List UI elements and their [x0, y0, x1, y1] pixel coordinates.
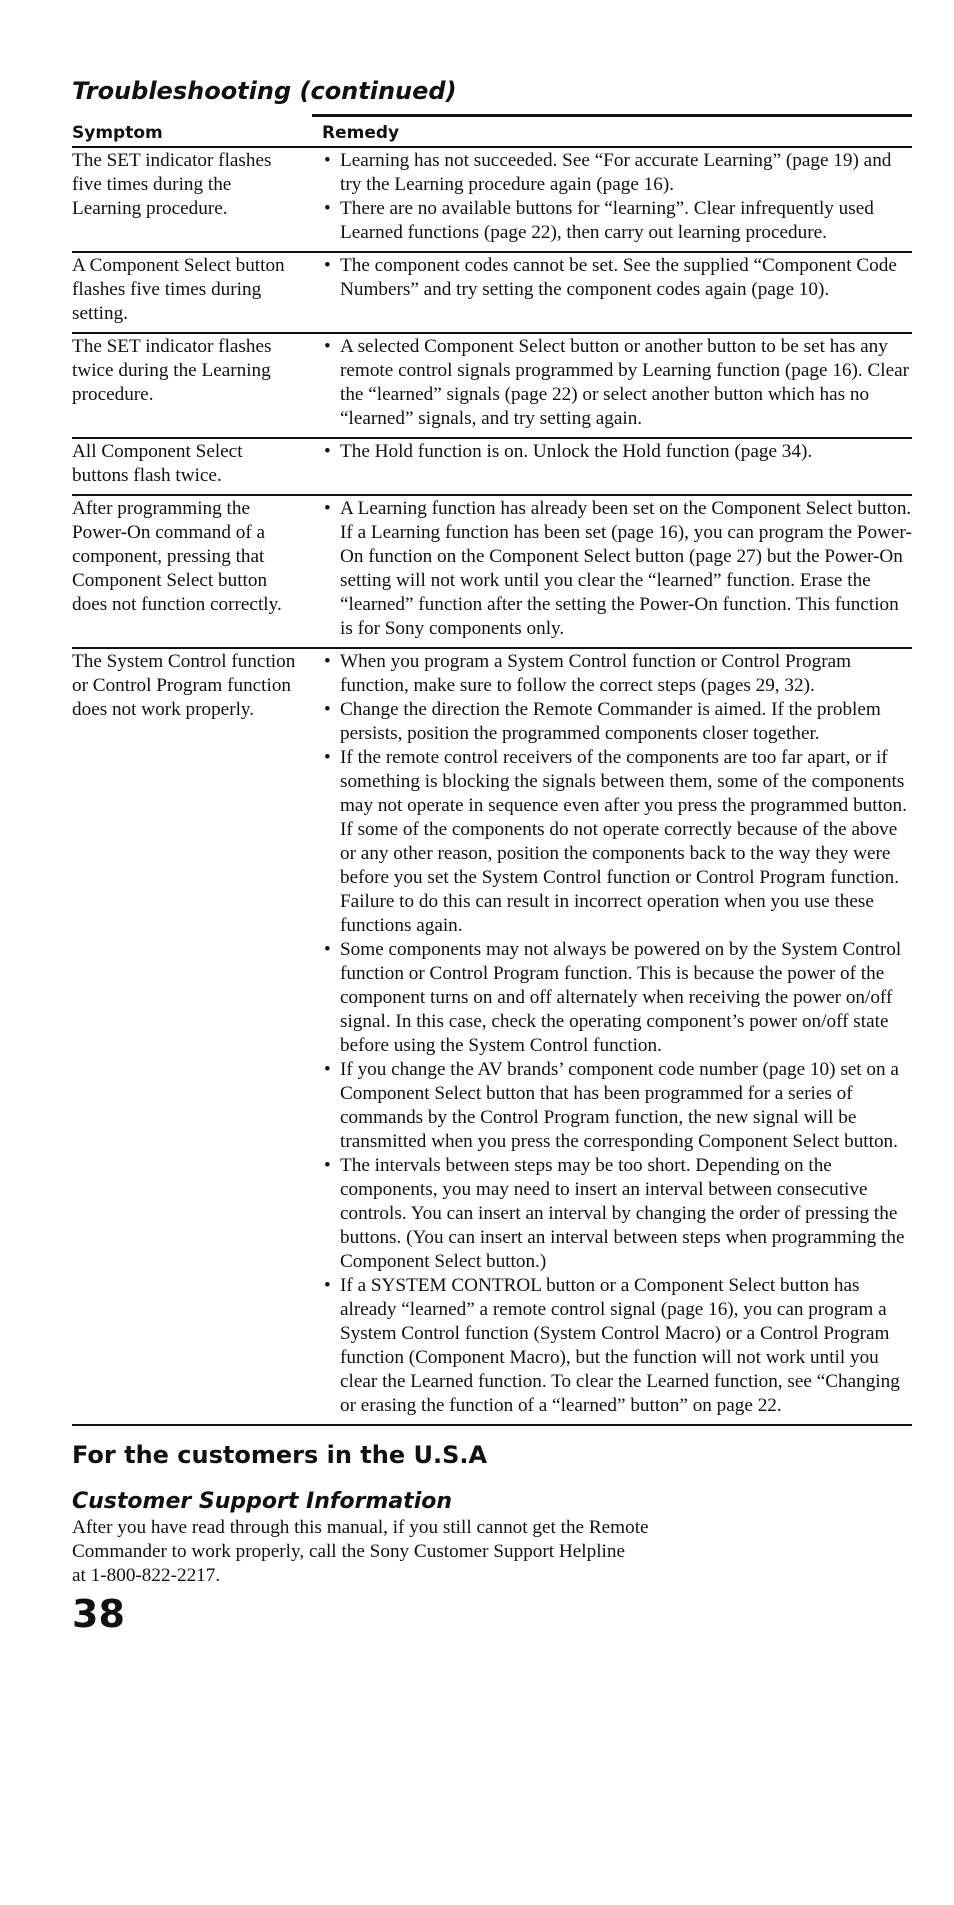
remedy-cell — [312, 334, 912, 439]
remedy-list — [322, 650, 912, 1418]
remedy-list — [322, 497, 912, 641]
support-line: After you have read through this manual, if you still cannot get the Remote — [72, 1517, 649, 1538]
table-row — [72, 148, 912, 253]
remedy-cell — [312, 649, 912, 1426]
symptom-cell: The SET indicator flashes five times during the Learning procedure. — [72, 148, 312, 253]
symptom-cell: After programming the Power-On command of a component, pressing that Component Select button does not function correctly. — [72, 496, 312, 649]
support-line: Commander to work properly, call the Sony Customer Support Helpline — [72, 1541, 625, 1562]
table-header-row — [72, 114, 912, 148]
manual-page — [72, 72, 912, 1636]
support-line: at 1-800-822-2217. — [72, 1565, 221, 1586]
remedy-list — [322, 254, 912, 302]
remedy-cell — [312, 148, 912, 253]
remedy-item: • There are no available buttons for “learning”. Clear infrequently used Learned functions (page 22), then carry out learning procedure. — [322, 197, 912, 245]
remedy-item: • The component codes cannot be set. See the supplied “Component Code Numbers” and try setting the component codes again (page 10). — [322, 254, 912, 302]
symptom-cell: The System Control function or Control Program function does not work properly. — [72, 649, 312, 1426]
customer-support-text — [72, 1516, 912, 1588]
remedy-column-header — [312, 114, 912, 148]
remedy-item: • A selected Component Select button or another button to be set has any remote control signals programmed by Learning function (page 16). Clear the “learned” signals (page 22) or select another button which has no “learned” signals, and try setting again. — [322, 335, 912, 431]
symptom-cell: All Component Select buttons flash twice. — [72, 439, 312, 496]
remedy-cell — [312, 496, 912, 649]
remedy-item: • Some components may not always be powered on by the System Control function or Control Program function. This is because the power of the component turns on and off alternately when receiving the power on/off signal. In this case, check the operating component’s power on/off state before using the System Control function. — [322, 938, 912, 1058]
remedy-item: • The Hold function is on. Unlock the Hold function (page 34). — [322, 440, 912, 464]
remedy-item: • If you change the AV brands’ component code number (page 10) set on a Component Select button that has been programmed for a series of commands by the Control Program function, the new signal will be transmitted when you press the corresponding Component Select button. — [322, 1058, 912, 1154]
table-row — [72, 496, 912, 649]
remedy-item: • Learning has not succeeded. See “For accurate Learning” (page 19) and try the Learning procedure again (page 16). — [322, 149, 912, 197]
remedy-item: • A Learning function has already been set on the Component Select button. If a Learning function has been set (page 16), you can program the Power-On function on the Component Select button (page 27) but the Power-On setting will not work until you clear the “learned” function. Erase the “learned” function after the setting the Power-On function. This function is for Sony components only. — [322, 497, 912, 641]
symptom-column-header: Symptom — [72, 114, 312, 148]
remedy-list — [322, 149, 912, 245]
remedy-item: • When you program a System Control function or Control Program function, make sure to follow the correct steps (pages 29, 32). — [322, 650, 912, 698]
customer-support-heading: Customer Support Information — [72, 1489, 453, 1514]
page-heading: Troubleshooting (continued) — [72, 77, 457, 105]
remedy-list — [322, 440, 912, 464]
symptom-cell: A Component Select button flashes five times during setting. — [72, 253, 312, 334]
remedy-list — [322, 335, 912, 431]
table-row — [72, 253, 912, 334]
remedy-cell — [312, 253, 912, 334]
table-body — [72, 148, 912, 1426]
table-row — [72, 334, 912, 439]
symptom-cell: The SET indicator flashes twice during the Learning procedure. — [72, 334, 312, 439]
remedy-item: • If a SYSTEM CONTROL button or a Component Select button has already “learned” a remote control signal (page 16), you can program a System Control function (System Control Macro) or a Control Program function (Component Macro), but the function will not work until you clear the Learned function. To clear the Learned function, see “Changing or erasing the function of a “learned” button” on page 22. — [322, 1274, 912, 1418]
table-row — [72, 649, 912, 1426]
troubleshooting-table — [72, 114, 912, 1426]
remedy-column-header-label: Remedy — [322, 123, 400, 143]
remedy-item: • The intervals between steps may be too short. Depending on the components, you may need to insert an interval between consecutive controls. You can insert an interval by changing the order of pressing the buttons. (You can insert an interval between steps when programming the Component Select button.) — [322, 1154, 912, 1274]
page-number: 38 — [72, 1592, 125, 1636]
table-row — [72, 439, 912, 496]
remedy-cell — [312, 439, 912, 496]
remedy-item: • Change the direction the Remote Commander is aimed. If the problem persists, position the programmed components closer together. — [322, 698, 912, 746]
us-customers-heading: For the customers in the U.S.A — [72, 1441, 488, 1469]
remedy-item: • If the remote control receivers of the components are too far apart, or if something is blocking the signals between them, some of the components may not operate in sequence even after you press the programmed button. If some of the components do not operate correctly because of the above or any other reason, position the components back to the way they were before you set the System Control function or Control Program function. Failure to do this can result in incorrect operation when you use these functions again. — [322, 746, 912, 938]
